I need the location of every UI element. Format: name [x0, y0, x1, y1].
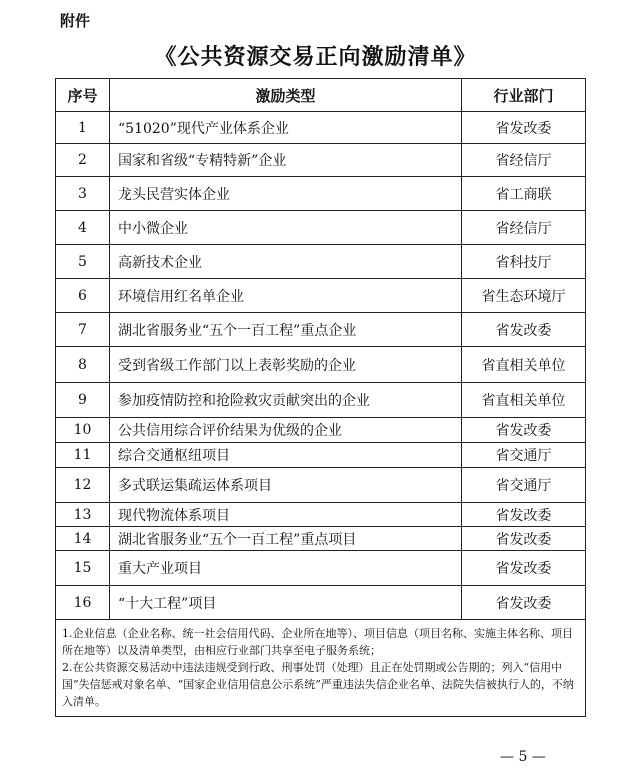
- row-incentive-type: 湖北省服务业“五个一百工程”重点企业: [110, 313, 462, 347]
- table-row: [56, 144, 586, 177]
- row-serial: 15: [56, 551, 110, 586]
- table-row: [56, 443, 586, 468]
- row-incentive-type: 环境信用红名单企业: [110, 279, 462, 313]
- row-department: 省发改委: [462, 418, 586, 443]
- row-department: 省发改委: [462, 503, 586, 527]
- header-incentive-type: 激励类型: [110, 79, 462, 112]
- row-serial: 6: [56, 279, 110, 313]
- table-row: [56, 586, 586, 620]
- row-incentive-type: 受到省级工作部门以上表彰奖励的企业: [110, 347, 462, 383]
- row-serial: 8: [56, 347, 110, 383]
- page-number: — 5 —: [500, 749, 546, 765]
- row-department: 省科技厅: [462, 245, 586, 279]
- notes-cell: [56, 620, 586, 717]
- row-serial: 10: [56, 418, 110, 443]
- row-serial: 14: [56, 527, 110, 551]
- row-incentive-type: 国家和省级“专精特新”企业: [110, 144, 462, 177]
- table-row: [56, 177, 586, 211]
- header-serial: 序号: [56, 79, 110, 112]
- row-serial: 11: [56, 443, 110, 468]
- row-incentive-type: 公共信用综合评价结果为优级的企业: [110, 418, 462, 443]
- table-row: [56, 418, 586, 443]
- row-department: 省发改委: [462, 112, 586, 144]
- row-department: 省经信厅: [462, 211, 586, 245]
- row-incentive-type: 重大产业项目: [110, 551, 462, 586]
- attachment-label: 附件: [60, 12, 91, 30]
- row-serial: 2: [56, 144, 110, 177]
- table-row: [56, 112, 586, 144]
- row-incentive-type: 综合交通枢纽项目: [110, 443, 462, 468]
- row-department: 省发改委: [462, 551, 586, 586]
- row-serial: 3: [56, 177, 110, 211]
- row-department: 省交通厅: [462, 443, 586, 468]
- row-department: 省交通厅: [462, 468, 586, 503]
- row-serial: 12: [56, 468, 110, 503]
- row-department: 省工商联: [462, 177, 586, 211]
- row-department: 省发改委: [462, 527, 586, 551]
- note-2: 2.在公共资源交易活动中违法违规受到行政、刑事处罚（处理）且正在处罚期或公告期的；列入“信用中国”失信惩戒对象名单、“国家企业信用信息公示系统”严重违法失信企业名单、法院失信被执行人的，不纳入清单。: [62, 661, 574, 708]
- row-department: 省直相关单位: [462, 383, 586, 418]
- row-incentive-type: 龙头民营实体企业: [110, 177, 462, 211]
- table-row: [56, 527, 586, 551]
- row-serial: 7: [56, 313, 110, 347]
- row-department: 省经信厅: [462, 144, 586, 177]
- row-serial: 9: [56, 383, 110, 418]
- row-serial: 1: [56, 112, 110, 144]
- table-header-row: [56, 79, 586, 112]
- row-department: 省生态环境厅: [462, 279, 586, 313]
- row-incentive-type: “51020”现代产业体系企业: [110, 112, 462, 144]
- table-row: [56, 551, 586, 586]
- row-serial: 5: [56, 245, 110, 279]
- table-row: [56, 347, 586, 383]
- row-incentive-type: 现代物流体系项目: [110, 503, 462, 527]
- row-serial: 4: [56, 211, 110, 245]
- table-row: [56, 279, 586, 313]
- row-incentive-type: 参加疫情防控和抢险救灾贡献突出的企业: [110, 383, 462, 418]
- table-row: [56, 503, 586, 527]
- row-serial: 16: [56, 586, 110, 620]
- row-incentive-type: 高新技术企业: [110, 245, 462, 279]
- document-title: 《公共资源交易正向激励清单》: [154, 44, 477, 70]
- table-body: [56, 112, 586, 620]
- table-row: [56, 383, 586, 418]
- table-row: [56, 211, 586, 245]
- table-row: [56, 245, 586, 279]
- row-department: 省直相关单位: [462, 347, 586, 383]
- row-serial: 13: [56, 503, 110, 527]
- notes-row: [56, 620, 586, 717]
- header-department: 行业部门: [462, 79, 586, 112]
- row-incentive-type: 湖北省服务业“五个一百工程”重点项目: [110, 527, 462, 551]
- row-incentive-type: “十大工程”项目: [110, 586, 462, 620]
- table-row: [56, 313, 586, 347]
- note-1: 1.企业信息（企业名称、统一社会信用代码、企业所在地等）、项目信息（项目名称、实施主体名称、项目所在地等）以及清单类型，由相应行业部门共享至电子服务系统；: [62, 627, 573, 657]
- row-department: 省发改委: [462, 313, 586, 347]
- row-incentive-type: 多式联运集疏运体系项目: [110, 468, 462, 503]
- incentive-table: [55, 78, 586, 717]
- table-row: [56, 468, 586, 503]
- row-department: 省发改委: [462, 586, 586, 620]
- row-incentive-type: 中小微企业: [110, 211, 462, 245]
